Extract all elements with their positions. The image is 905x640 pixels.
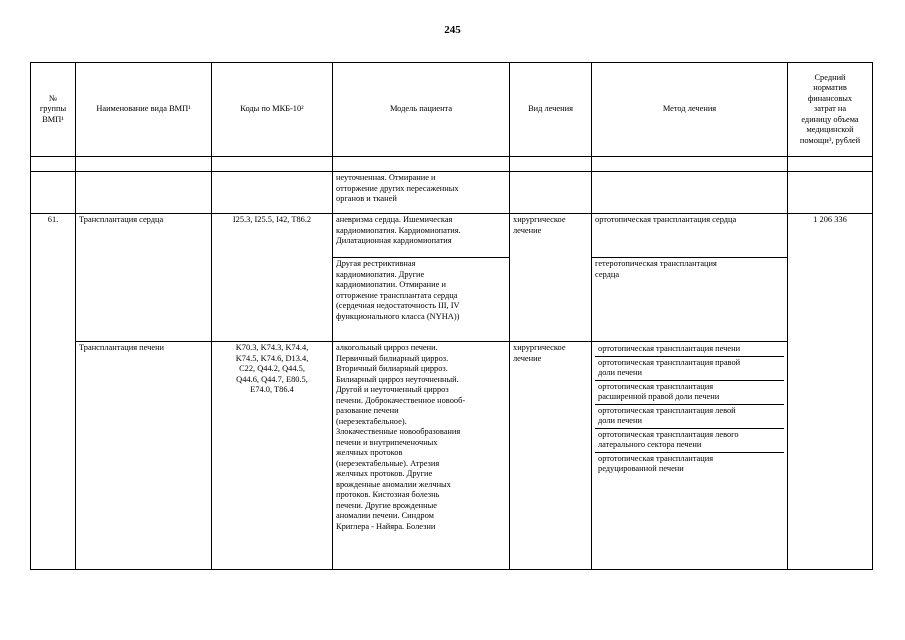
heart-treatment-type-line: хирургическое [513,215,566,224]
liver-model-line: врожденные аномалии желчных [336,479,451,489]
vmp-table [30,62,873,570]
liver-method-line: латерального сектора печени [598,440,702,449]
heart-model-line: функционального класса (NYHA)) [336,311,460,321]
heart-treatment-type [510,214,592,342]
liver-model-line: (нерезектабельные). Атрезия [336,458,440,468]
liver-model-line: протоков. Кистозная болезнь [336,490,440,499]
header-treatment-method: Метод лечения [592,63,788,157]
liver-model-line: Криглера - Найяра. Болезни [336,521,436,531]
liver-method-line: ортотопическая трансплантация правой [598,357,741,367]
heart-model-a [333,214,510,258]
liver-model-line: Первичный билиарный цирроз. [336,353,449,363]
liver-method-line: расширенной правой доли печени [598,392,720,401]
liver-method-line: редуцированной печени [598,464,684,473]
liver-method-line: ортотопическая трансплантация [598,381,714,391]
header-treatment-type: Вид лечения [510,63,592,157]
liver-model-line: Билиарный цирроз неуточненный. [336,374,459,384]
header-patient-model: Модель пациента [333,63,510,157]
liver-method-item [595,357,784,381]
heart-model-line: кардиомиопатия. Другие [336,269,425,279]
heart-model-line: аневризма сердца. Ишемическая [336,215,453,224]
liver-method-line: ортотопическая трансплантация [598,453,714,463]
heart-model-line: Другая рестриктивная [336,259,416,268]
heart-vmp-name: Трансплантация сердца [76,214,212,342]
liver-methods [592,342,788,570]
liver-vmp-name: Трансплантация печени [76,342,212,570]
liver-method-item [595,429,784,453]
liver-method-item [595,405,784,429]
liver-method-line: ортотопическая трансплантация левой [598,405,736,415]
heart-model-b [333,258,510,342]
header-average-cost-line: единицу объема [801,114,859,124]
header-average-cost-line: финансовых [807,93,853,103]
liver-treatment-type [510,342,592,570]
liver-model-line: Злокачественные новообразования [336,427,461,436]
group-cost: 1 206 336 [788,214,873,570]
continuation-model-line: отторжение других пересаженных [336,183,459,193]
page-number: 245 [444,24,461,36]
liver-model-line: (нерезектабельное). [336,416,407,426]
liver-method-line: ортотопическая трансплантация печени [598,344,741,353]
heart-model-line: Дилатационная кардиомиопатия [336,236,452,245]
heart-method-line: сердца [595,269,620,279]
group-number: 61. [31,214,76,570]
heart-method-b [592,258,788,342]
liver-icd-codes [212,342,333,570]
liver-icd-code-line: K70.3, K74.3, K74.4, [235,343,309,352]
heart-method-line: гетеротопическая трансплантация [595,259,717,268]
liver-model [333,342,510,570]
table-row-heart-a [31,214,873,258]
liver-treatment-type-line: хирургическое [513,343,566,352]
liver-treatment-type-line: лечение [513,353,542,363]
header-group-number-line: ВМП¹ [42,114,64,124]
header-group-number [31,63,76,157]
header-average-cost-line: помощи³, рублей [799,135,861,145]
liver-method-item [595,381,784,405]
liver-model-line: алкогольный цирроз печени. [336,343,438,352]
liver-icd-code-line: Q44.6, Q44.7, E80.5, [236,374,308,384]
liver-method-item [595,343,784,357]
heart-icd-codes: I25.3, I25.5, I42, T86.2 [212,214,333,342]
header-average-cost-line: Средний [814,72,846,82]
header-average-cost-line: затрат на [813,104,847,114]
liver-model-line: печени. Доброкачественное новооб- [336,395,466,405]
liver-model-line: аномалии печени. Синдром [336,511,434,520]
header-vmp-name: Наименование вида ВМП¹ [76,63,212,157]
header-group-number-line: № [49,93,57,103]
liver-model-line: печени и внутрипеченочных [336,437,438,447]
continuation-model-cell [333,172,510,214]
liver-method-line: доли печени [598,416,642,425]
liver-method-line: доли печени [598,368,642,377]
continuation-row [31,172,873,214]
liver-model-line: Другой и неуточненный цирроз [336,385,449,394]
header-icd-codes: Коды по МКБ-10² [212,63,333,157]
header-average-cost-line: норматив [813,83,847,93]
header-average-cost-line: медицинской [806,125,854,135]
liver-icd-code-line: K74.5, K74.6, D13.4, [235,353,309,363]
heart-method-a: ортотопическая трансплантация сердца [592,214,788,258]
heart-model-line: (сердечная недостаточность III, IV [336,301,460,310]
liver-method-line: ортотопическая трансплантация левого [598,429,739,439]
continuation-model-line: органов и тканей [336,194,397,203]
header-group-number-line: группы [39,104,67,114]
liver-model-line: печени. Другие врожденные [336,500,437,510]
continuation-model-line: неуточненная. Отмирание и [336,173,436,182]
liver-icd-code-line: C22, Q44.2, Q44.5, [239,364,305,373]
header-average-cost [788,63,873,157]
liver-model-line: желчных протоков [336,448,403,457]
heart-treatment-type-line: лечение [513,225,542,235]
liver-icd-code-line: E74.0, T86.4 [250,385,294,394]
liver-model-line: Вторичный билиарный цирроз. [336,364,448,373]
column-numbering-row [31,157,873,172]
header-row [31,63,873,157]
heart-model-line: кардиомиопатия. Кардиомиопатия. [336,225,461,235]
heart-model-line: отторжение трансплантата сердца [336,290,458,300]
table-row-liver [31,342,873,570]
liver-model-line: желчных протоков. Другие [336,469,433,478]
liver-method-item [595,453,784,476]
liver-model-line: разование печени [336,406,399,415]
heart-model-line: кардиомиопатии. Отмирание и [336,280,446,289]
